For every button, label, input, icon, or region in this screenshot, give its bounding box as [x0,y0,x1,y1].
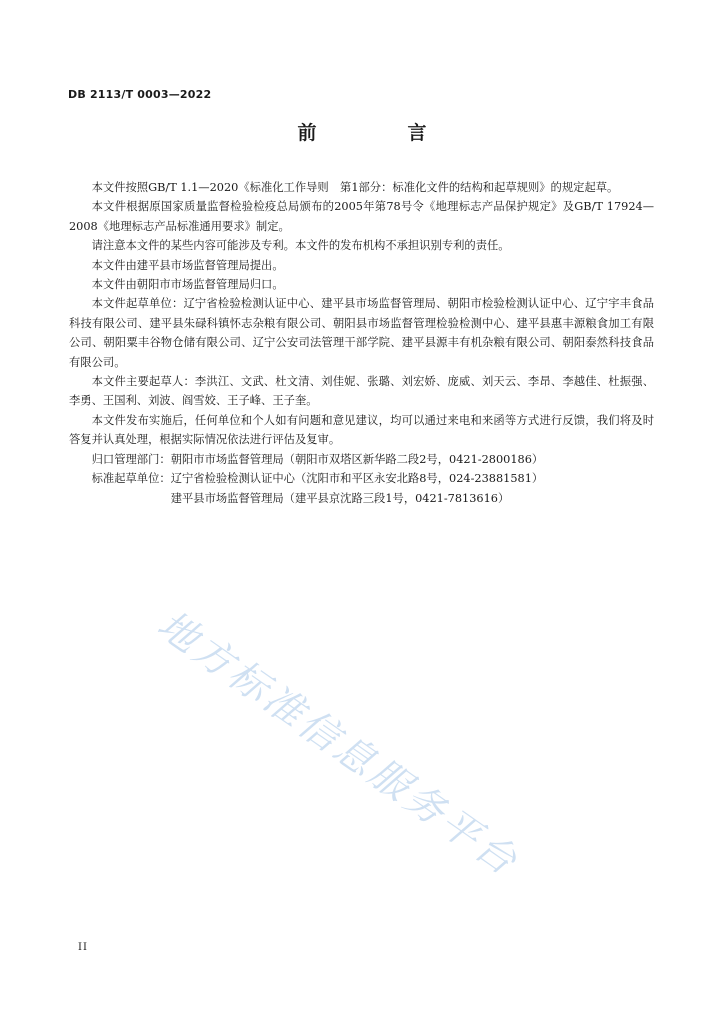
paragraph-feedback: 本文件发布实施后，任何单位和个人如有问题和意见建议，均可以通过来电和来函等方式进行反馈，我们将及时答复并认真处理，根据实际情况依法进行评估及复审。 [69,413,654,447]
contact-label: 标准起草单位： [91,472,171,486]
page-number: II [78,942,88,953]
paragraph-main-drafters: 本文件主要起草人：李洪江、文武、杜文清、刘佳妮、张璐、刘宏娇、庞威、刘天云、李昂、李越佳、杜振强、李勇、王国利、刘波、阎雪姣、王子峰、王子奎。 [69,375,654,408]
paragraph-proposer: 本文件由建平县市场监督管理局提出。 [91,258,284,272]
contact-value: 建平县市场监督管理局（建平县京沈路三段1号，0421-7813616） [170,491,510,505]
paragraph-centralized-by: 本文件由朝阳市市场监督管理局归口。 [91,278,284,292]
contact-value: 朝阳市市场监督管理局（朝阳市双塔区新华路二段2号，0421-2800186） [170,452,544,466]
paragraph-patent-notice: 请注意本文件的某些内容可能涉及专利。本文件的发布机构不承担识别专利的责任。 [91,239,510,253]
foreword-body [69,178,654,508]
paragraph-drafting-units: 本文件起草单位：辽宁省检验检测认证中心、建平县市场监督管理局、朝阳市检验检测认证中心、辽宁宇丰食品科技有限公司、建平县朱碌科镇怀志杂粮有限公司、朝阳县市场监督管理检验检测中心、建平县惠丰源粮食加工有限公司、朝阳粟丰谷物仓储有限公司、辽宁公安司法管理干部学院、建平县源丰有机杂粮有限公司、朝阳泰然科技食品有限公司。 [69,297,654,369]
watermark-text: 地方标准信息服务平台 [149,602,528,886]
contact-label: 归口管理部门： [91,452,171,466]
paragraph-drafting-rules: 本文件按照GB/T 1.1—2020《标准化工作导则 第1部分：标准化文件的结构和起草规则》的规定起草。 [91,181,619,194]
contact-value: 辽宁省检验检测认证中心（沈阳市和平区永安北路8号，024-23881581） [170,472,544,486]
contact-drafting-unit-2 [69,489,654,508]
paragraph-basis: 本文件根据原国家质量监督检验检疫总局颁布的2005年第78号令《地理标志产品保护规定》及GB/T 17924—2008《地理标志产品标准通用要求》制定。 [69,200,654,233]
contact-drafting-unit [69,469,654,488]
document-code: DB 2113/T 0003—2022 [68,88,212,101]
page-title: 前 言 [297,122,463,144]
contact-mgmt-department [69,450,654,469]
